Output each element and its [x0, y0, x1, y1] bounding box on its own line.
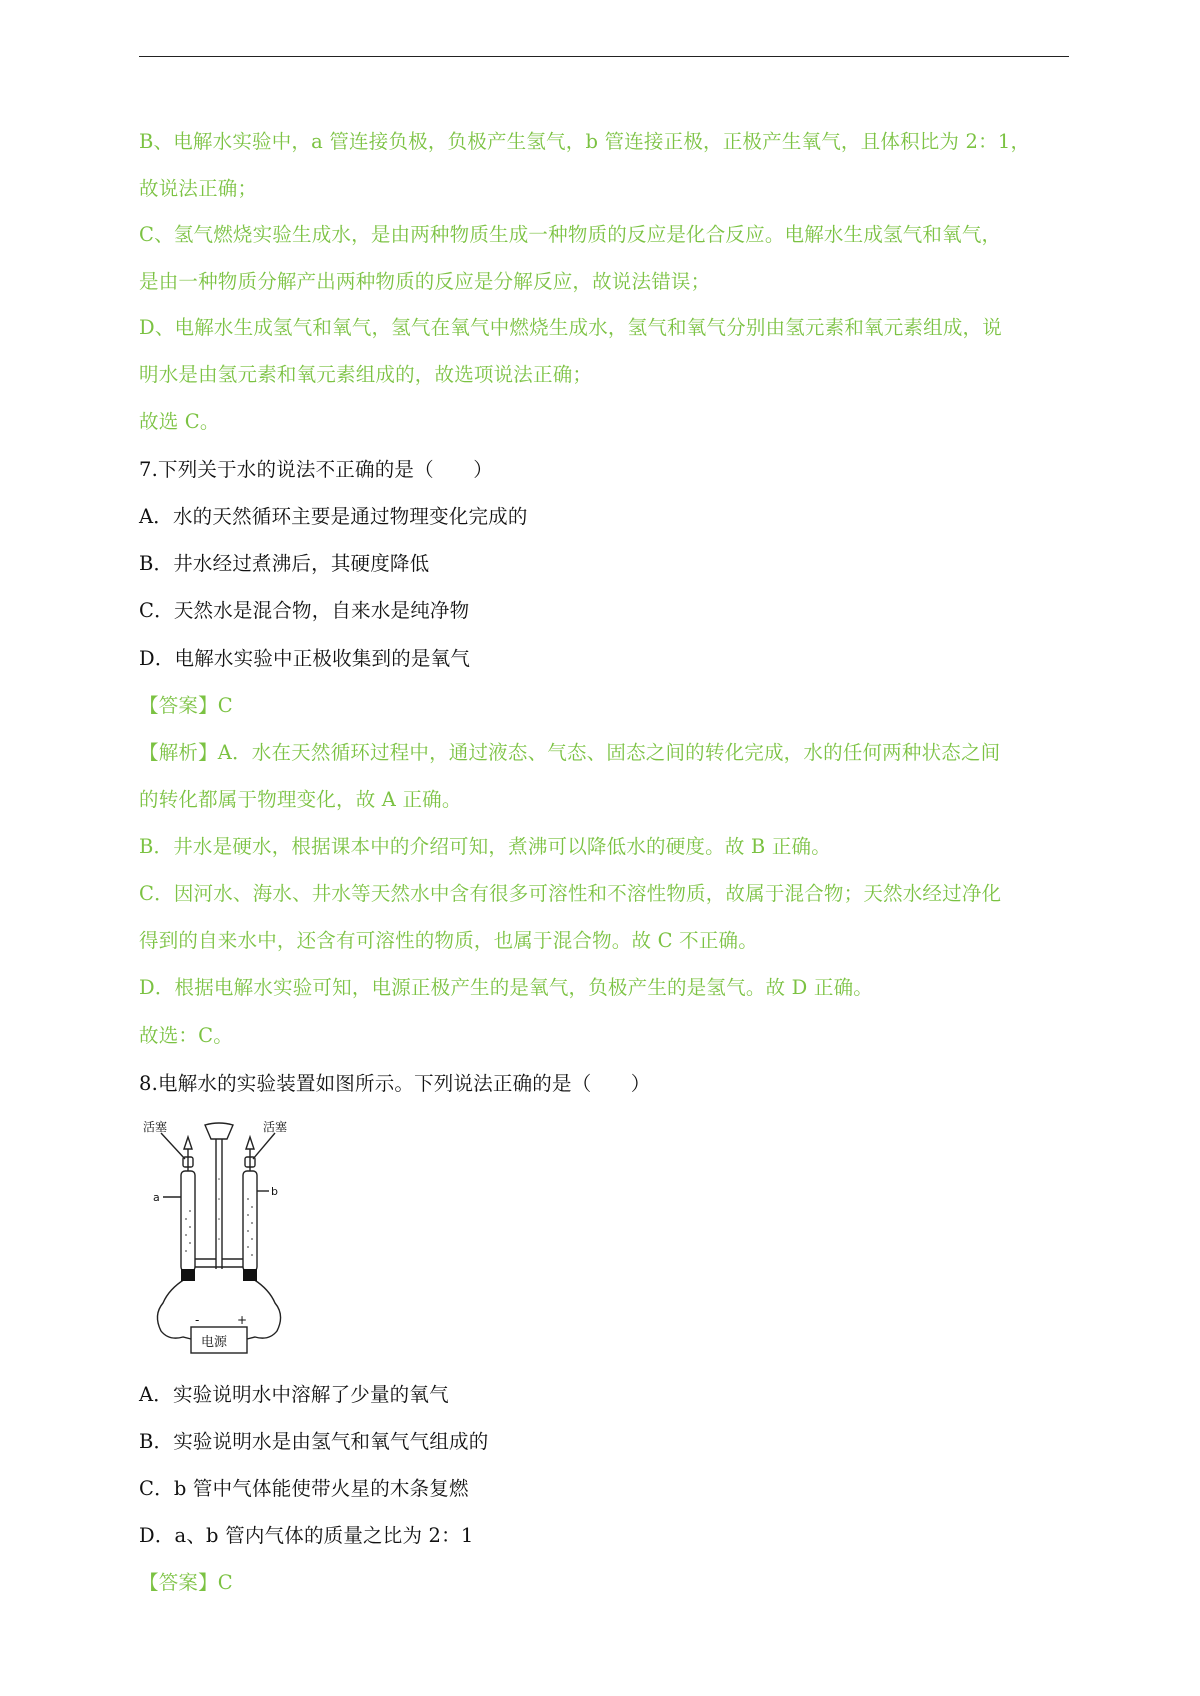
text-line: 明水是由氢元素和氧元素组成的，故选项说法正确；: [139, 363, 593, 386]
question-8-option-d: D．a、b 管内气体的质量之比为 2：1: [139, 1524, 474, 1547]
tube-b-label: b: [271, 1185, 278, 1198]
minus-terminal-label: -: [195, 1313, 200, 1327]
question-8-answer: 【答案】C: [139, 1571, 233, 1594]
left-electrode: [181, 1269, 195, 1281]
text-line: C、氢气燃烧实验生成水，是由两种物质生成一种物质的反应是化合反应。电解水生成氢气和氧气，: [139, 223, 1002, 246]
question-7-answer: 【答案】C: [139, 694, 233, 717]
text-line: C．因河水、海水、井水等天然水中含有很多可溶性和不溶性物质，故属于混合物；天然水经过净化: [139, 882, 1002, 905]
question-7-option-d: D．电解水实验中正极收集到的是氧气: [139, 647, 471, 670]
right-stopcock-label: 活塞: [263, 1120, 288, 1134]
question-8-option-a: A．实验说明水中溶解了少量的氧气: [139, 1383, 449, 1406]
text-line: 的转化都属于物理变化，故 A 正确。: [139, 788, 462, 811]
question-7-option-b: B．井水经过煮沸后，其硬度降低: [139, 552, 430, 575]
question-8-option-c: C．b 管中气体能使带火星的木条复燃: [139, 1477, 469, 1500]
text-line: 【解析】A．水在天然循环过程中，通过液态、气态、固态之间的转化完成，水的任何两种状态之间: [139, 741, 1001, 764]
electrolysis-apparatus-figure: [139, 1119, 299, 1364]
text-line: D、电解水生成氢气和氧气，氢气在氧气中燃烧生成水，氢气和氧气分别由氢元素和氧元素组成，说: [139, 316, 1002, 339]
text-line: B、电解水实验中，a 管连接负极，负极产生氢气，b 管连接正极，正极产生氧气，且体积比为 2：1，: [139, 130, 1031, 153]
question-8-stem: 8.电解水的实验装置如图所示。下列说法正确的是（ ）: [139, 1072, 651, 1095]
text-line: B．井水是硬水，根据课本中的介绍可知，煮沸可以降低水的硬度。故 B 正确。: [139, 835, 831, 858]
left-stopcock-label: 活塞: [143, 1120, 168, 1134]
right-electrode: [243, 1269, 257, 1281]
header-rule: [139, 56, 1069, 57]
tube-a-label: a: [153, 1191, 160, 1204]
text-line: 故选 C。: [139, 410, 220, 433]
question-7-option-a: A．水的天然循环主要是通过物理变化完成的: [139, 505, 528, 528]
question-8-option-b: B．实验说明水是由氢气和氧气气组成的: [139, 1430, 489, 1453]
reservoir-bulb: [205, 1123, 233, 1139]
text-line: 得到的自来水中，还含有可溶性的物质，也属于混合物。故 C 不正确。: [139, 929, 758, 952]
text-line: 是由一种物质分解产出两种物质的反应是分解反应，故说法错误；: [139, 270, 711, 293]
text-line: 故选：C。: [139, 1024, 233, 1047]
question-7-stem: 7.下列关于水的说法不正确的是（ ）: [139, 458, 493, 481]
plus-terminal-label: +: [237, 1313, 248, 1327]
text-line: 故说法正确；: [139, 177, 258, 200]
power-supply-label: 电源: [201, 1335, 228, 1350]
text-line: D．根据电解水实验可知，电源正极产生的是氧气，负极产生的是氢气。故 D 正确。: [139, 976, 873, 999]
question-7-option-c: C．天然水是混合物，自来水是纯净物: [139, 599, 470, 622]
